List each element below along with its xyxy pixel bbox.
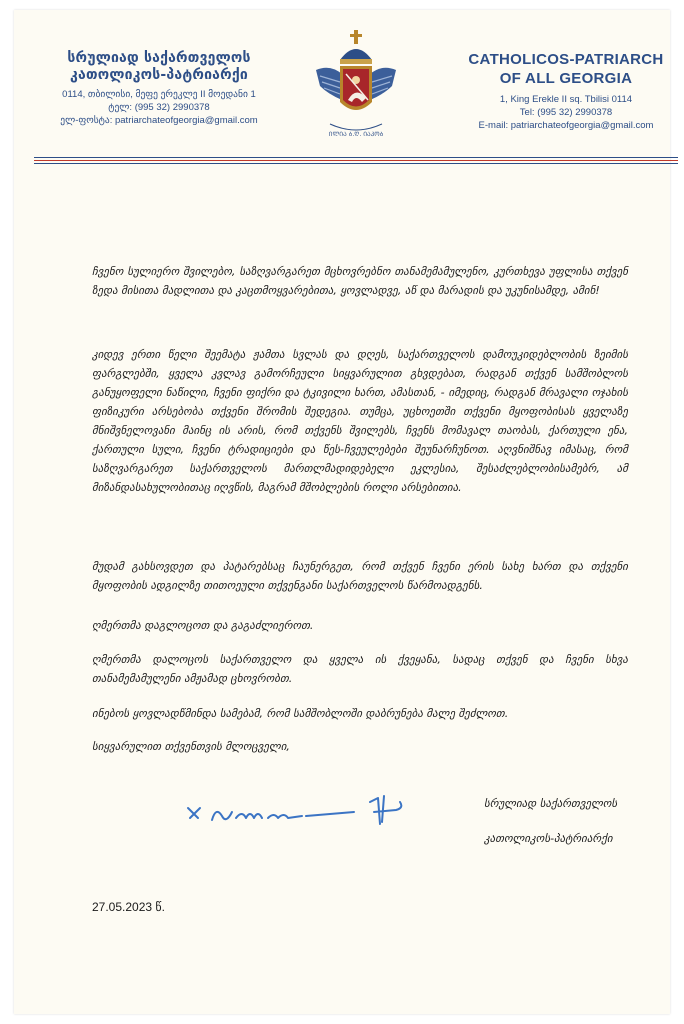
paragraph-trinity: ინებოს ყოვლადწმინდა სამებამ, რომ სამშობლოში დაბრუნება მალე შეძლოთ. (92, 707, 509, 720)
header-en-tel: Tel: (995 32) 2990378 (519, 107, 613, 118)
paragraph-remember: მუდამ გახსოვდეთ და პატარებსაც ჩაუნერგეთ, რომ თქვენ ჩვენი ერის სახე ხართ და თქვენი მყოფობის ადგილზე თითოეული თქვენგანი საქართველოს წარმოადგენს. (92, 560, 628, 592)
handwritten-signature (184, 790, 424, 840)
header-english (444, 50, 684, 132)
signature-title-line-1: სრულიად საქართველოს (484, 797, 618, 810)
header-ka-title-2: კათოლიკოს-პატრიარქი (70, 67, 248, 83)
header-ka-email: ელ-ფოსტა: patriarchateofgeorgia@gmail.com (60, 115, 258, 126)
header-en-title-1: CATHOLICOS-PATRIARCH (468, 51, 664, 68)
letter-paper (14, 10, 670, 1014)
header-en-address: 1, King Erekle II sq. Tbilisi 0114 (499, 94, 633, 105)
header-rule-top (34, 157, 678, 158)
patriarchate-emblem-icon (310, 30, 402, 148)
letter-date: 27.05.2023 წ. (92, 900, 165, 914)
header-georgian (34, 50, 284, 127)
paragraph-blessing: ღმერთმა დაგლოცოთ და გაგაძლიეროთ. (92, 619, 314, 632)
header-en-title-2: OF ALL GEORGIA (499, 70, 633, 87)
header-rule-bottom (34, 163, 678, 164)
signature-title-line-2: კათოლიკოს-პატრიარქი (484, 832, 613, 845)
header-ka-address: 0114, თბილისი, მეფე ერეკლე II მოედანი 1 (62, 89, 256, 100)
header-rule-middle (34, 160, 678, 161)
paragraph-greeting: ჩვენო სულიერო შვილებო, საზღვარგარეთ მცხოვრებნო თანამემამულენო, კურთხევა უფლისა თქვენ ზედა მისითა მადლითა და კაცთმოყვარებითა, ყოვლადვე, აწ და მარადის და უკუნისამდე, ამინ! (92, 265, 628, 297)
header-ka-title-1: სრულიად საქართველოს (67, 50, 251, 66)
header-en-email: E-mail: patriarchateofgeorgia@gmail.com (478, 120, 654, 131)
header-ka-tel: ტელ: (995 32) 2990378 (108, 102, 210, 113)
paragraph-main: კიდევ ერთი წელი შეემატა ჟამთა სვლას და დღეს, საქართველოს დამოუკიდებლობის ზეიმის ფარგლებში, ყველა კვლავ გამორჩეული სიყვარულით გხვდებათ, რადგან თქვენ სამშობლოს განუყოფელი ნაწილი, ჩვენი ფიქრი და ტკივილი ხართ, ამასთან, - იმედიც, რადგან მრავალი ოჯახის ფიზიკური არსებობა თქვენი შრომის შედეგია. თუმცა, უცხოეთში თქვენი მყოფობისას ყველაზე მნიშვნელოვანი მაინც ის არის, რომ თქვენს შვილებს, ჩვენს მომავალ თაობას, ქართული ენა, ქართული სული, ჩვენი ტრადიციები და წეს-ჩვეულებები შეუნარჩუნოთ. აღვნიშნავ იმასაც, რომ საზღვარგარეთ საქართველოს მართლმადიდებელი ეკლესია, შესაძლებლობისამებრ, ამ მიზანდასახულობითაც იღვწის, მაგრამ მშობლების როლი არსებითია. (92, 348, 628, 494)
paragraph-closing: სიყვარულით თქვენთვის მლოცველი, (92, 740, 290, 753)
paragraph-bless-georgia: ღმერთმა დალოცოს საქართველო და ყველა ის ქვეყანა, სადაც თქვენ და ჩვენი სხვა თანამემამულენი ამჟამად ცხოვრობთ. (92, 653, 628, 685)
emblem-motto: ᲘᲚᲘᲐ Ბ.Ღ. ᲘᲐᲙᲝᲑ (328, 131, 384, 138)
